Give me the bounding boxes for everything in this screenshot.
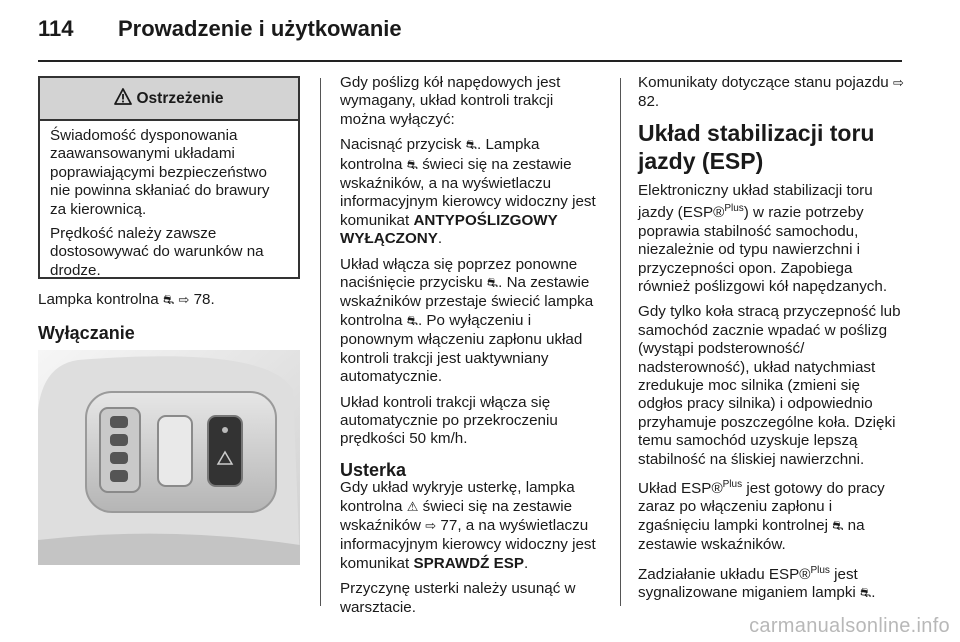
- page-reference-arrow-icon: ⇨: [178, 293, 190, 308]
- page-number: 114: [38, 16, 74, 41]
- section-heading-fault: Usterka: [340, 459, 407, 480]
- lamp-reference: Lampka kontrolna ⛐ ⇨ 78.: [38, 291, 215, 308]
- column-divider-left: [320, 78, 321, 606]
- warning-triangle-icon: [114, 88, 132, 110]
- warning-text-1: Świadomość dysponowania zaawansowanymi układami poprawiającymi bezpieczeństwo nie powinna skłaniać do brawury za kierownicą.: [50, 127, 270, 218]
- message-check-esp: SPRAWDŹ ESP: [413, 554, 525, 572]
- page-reference-arrow-icon: ⇨: [892, 76, 904, 91]
- section-heading-esp: Układ stabilizacji toru jazdy (ESP): [638, 119, 875, 174]
- paragraph-fault: Gdy układ wykryje usterkę, lampka kontrolna ⚠ świeci się na zestawie wskaźników ⇨ 77, a na wyświetlaczu informacyjnym kierowcy widoczny jest komunikat SPRAWDŹ ESP.: [340, 479, 596, 572]
- paragraph-auto-enable: Układ kontroli trakcji włącza się automatycznie po przekroczeniu prędkości 50 km/h.: [340, 393, 558, 448]
- page-header: [38, 16, 902, 56]
- warning-box: [38, 76, 300, 279]
- paragraph-disable-intro: Gdy poślizg kół napędowych jest wymagany, układ kontroli trakcji można wyłączyć:: [340, 74, 561, 128]
- paragraph-esp-intro: Elektroniczny układ stabilizacji toru jazdy (ESP®$^{Plus}$) w razie potrzeby poprawia stabilność samochodu, niezależnie od typu nawierzchni i przyczepności opon. Zapobiega również poślizgowi kół napędzanych.: [638, 181, 888, 295]
- column-divider-right: [620, 78, 621, 606]
- esp-lamp-icon: ⛐: [465, 138, 477, 154]
- warning-box-header: [40, 78, 298, 121]
- paragraph-esp-ready: Układ ESP®$^{Plus}$ jest gotowy do pracy zaraz po włączeniu zapłonu i zgaśnięciu lampki kontrolnej ⛐ na zestawie wskaźników.: [638, 478, 885, 554]
- section-heading-off: Wyłączanie: [38, 323, 135, 344]
- warning-text-2: Prędkość należy zawsze dostosowywać do warunków na drodze.: [50, 225, 264, 279]
- paragraph-esp-action: Gdy tylko koła stracą przyczepność lub samochód zacznie wpadać w poślizg (wystąpi podsterowność/ nadsterowność), układ natychmiast zredukuje moc silnika (zmieni się odgłos pracy silnika) i odpowiednio przyhamuje poszczególne koła. Dzięki temu samochód uzyskuje lepszą stabilność na śliskiej nawierzchni.: [638, 303, 901, 468]
- watermark: carmanualsonline.info: [749, 615, 950, 637]
- paragraph-workshop: Przyczynę usterki należy usunąć w warsztacie.: [340, 580, 576, 616]
- paragraph-press-button: Nacisnąć przycisk ⛐. Lampka kontrolna ⛐ świeci się na zestawie wskaźników, a na wyświetlaczu informacyjnym kierowcy widoczny jest komunikat ANTYPOŚLIZGOWY WYŁĄCZONY.: [340, 136, 596, 248]
- paragraph-vehicle-messages: Komunikaty dotyczące stanu pojazdu ⇨ 82.: [638, 74, 904, 111]
- column-2-text: [340, 74, 602, 624]
- message-traction-off: ANTYPOŚLIZGOWY WYŁĄCZONY: [340, 211, 558, 248]
- warning-heading: Ostrzeżenie: [136, 89, 224, 107]
- esp-lamp-icon: ⛐: [406, 157, 418, 173]
- header-rule: [38, 60, 902, 62]
- lamp-reference-page: 78.: [193, 291, 215, 308]
- traction-switch-photo: [38, 350, 300, 565]
- esp-lamp-icon: ⛐: [832, 518, 844, 534]
- esp-lamp-icon: ⛐: [860, 586, 872, 602]
- paragraph-reenable: Układ włącza się poprzez ponowne naciśnięcie przycisku ⛐. Na zestawie wskaźników przestaje świecić lampka kontrolna ⛐. Po wyłączeniu i ponownym włączeniu zapłonu układ kontroli trakcji jest uaktywniany automatycznie.: [340, 255, 594, 386]
- column-1-text: [38, 291, 300, 350]
- fault-lamp-icon: ⚠: [406, 499, 419, 515]
- page-reference-arrow-icon: ⇨: [425, 518, 437, 534]
- paragraph-esp-signal: Zadziałanie układu ESP®$^{Plus}$ jest sygnalizowane miganiem lampki ⛐.: [638, 564, 876, 602]
- esp-lamp-icon: ⛐: [486, 276, 499, 292]
- page-title: Prowadzenie i użytkowanie: [118, 16, 402, 41]
- esp-lamp-icon: ⛐: [162, 293, 175, 308]
- column-3-text: [638, 74, 906, 611]
- esp-lamp-icon: ⛐: [406, 313, 418, 329]
